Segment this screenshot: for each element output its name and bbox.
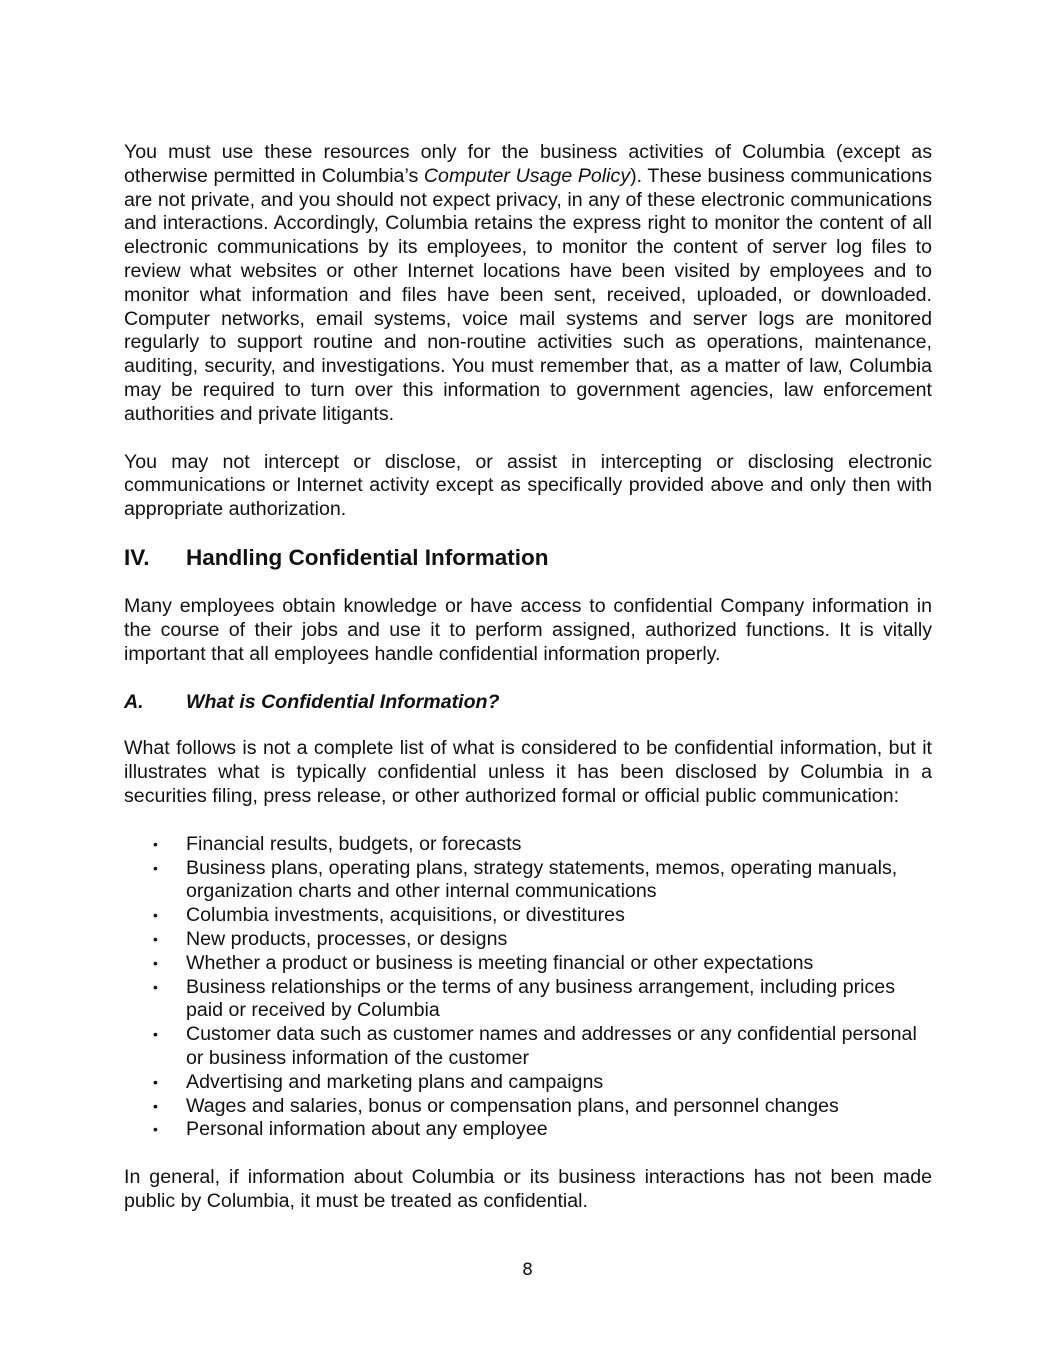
section-heading: [124, 543, 932, 573]
list-item: [124, 1095, 932, 1119]
bullet-icon: •: [153, 978, 158, 995]
list-item: [124, 952, 932, 976]
list-item: [124, 1118, 932, 1142]
list-item-text: Whether a product or business is meeting financial or other expectations: [186, 951, 814, 974]
paragraph-general-rule: In general, if information about Columbia or its business interactions has not been made public by Columbia, it must be treated as confidential.: [124, 1166, 932, 1212]
paragraph-resources-usage: [124, 141, 932, 427]
list-item-text: Columbia investments, acquisitions, or divestitures: [186, 904, 625, 927]
list-item: [124, 928, 932, 952]
bullet-icon: •: [153, 1026, 158, 1043]
list-item-text: Financial results, budgets, or forecasts: [186, 832, 522, 855]
computer-usage-policy-reference: Computer Usage Policy: [423, 164, 631, 187]
list-item: [124, 833, 932, 857]
list-item-text: Wages and salaries, bonus or compensation plans, and personnel changes: [186, 1094, 839, 1117]
list-item-text: Business relationships or the terms of any business arrangement, including prices paid or received by Columbia: [186, 975, 896, 1022]
page-number: 8: [522, 1260, 533, 1280]
paragraph-employee-access: Many employees obtain knowledge or have access to confidential Company information in the course of their jobs and use it to perform assigned, authorized functions. It is vitally important that all employees handle confidential information properly.: [124, 594, 932, 665]
subsection-number: A.: [124, 691, 144, 714]
para1-text-start: You must use these resources only for the business activities of Columbia (except as otherwise permitted in Columbia’s: [124, 141, 932, 187]
list-item-text: Personal information about any employee: [186, 1118, 548, 1141]
list-item-text: New products, processes, or designs: [186, 927, 508, 950]
list-item: [124, 857, 932, 905]
bullet-icon: •: [153, 1121, 158, 1138]
confidential-info-list: [124, 833, 932, 1142]
list-item-text: Business plans, operating plans, strategy statements, memos, operating manuals, organization charts and other internal communications: [186, 856, 898, 903]
bullet-icon: •: [153, 1073, 158, 1090]
list-item: [124, 976, 932, 1024]
list-item-text: Customer data such as customer names and addresses or any confidential personal or business information of the customer: [186, 1023, 917, 1069]
bullet-icon: •: [153, 954, 158, 971]
list-item: [124, 904, 932, 928]
bullet-icon: •: [153, 1097, 158, 1114]
subsection-title: What is Confidential Information?: [186, 691, 500, 714]
bullet-icon: •: [153, 907, 158, 924]
section-title: Handling Confidential Information: [186, 544, 549, 570]
para1-text-end: ). These business communications are not private, and you should not expect privacy, in any of these electronic communications and interactions. Accordingly, Columbia retains the express right to monitor the content of all electronic communications by its employees, to monitor the content of server log files to review what websites or other Internet locations have been visited by employees and to monitor what information and files have been sent, received, uploaded, or downloaded. Computer networks, email systems, voice mail systems and server logs are monitored regularly to support routine and non-routine activities such as operations, maintenance, auditing, security, and investigations. You must remember that, as a matter of law, Columbia may be required to turn over this information to government agencies, law enforcement authorities and private litigants.: [124, 164, 933, 425]
subsection-heading: [124, 690, 932, 714]
list-item-text: Advertising and marketing plans and campaigns: [186, 1070, 604, 1093]
page-content: [124, 141, 932, 1214]
paragraph-list-intro: What follows is not a complete list of what is considered to be confidential information, but it illustrates what is typically confidential unless it has been disclosed by Columbia in a securities filing, press release, or other authorized formal or official public communication:: [124, 737, 932, 807]
section-number: IV.: [124, 544, 150, 570]
bullet-icon: •: [153, 859, 158, 876]
list-item: [124, 1071, 932, 1095]
paragraph-intercept-disclose: You may not intercept or disclose, or assist in intercepting or disclosing electronic communications or Internet activity except as specifically provided above and only then with appropriate authorization.: [124, 450, 932, 521]
bullet-icon: •: [153, 930, 158, 947]
list-item: [124, 1023, 932, 1071]
bullet-icon: •: [153, 835, 158, 852]
